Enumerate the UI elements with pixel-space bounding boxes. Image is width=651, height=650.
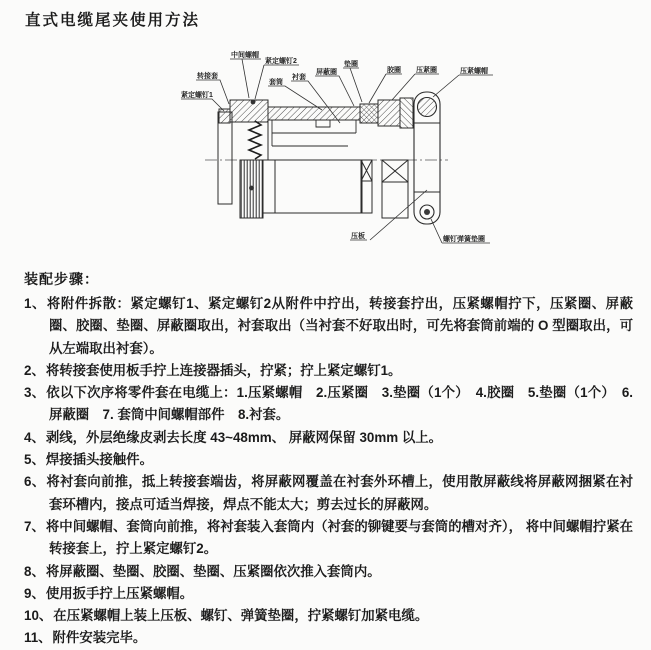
steps-heading: 装配步骤： — [24, 271, 99, 287]
step-number: 10、 — [24, 608, 53, 624]
step-text: 使用扳手拧上压紧螺帽。 — [45, 585, 194, 601]
label-shield-ring: 屏蔽圈 — [316, 69, 337, 76]
step-item-9 — [24, 583, 633, 605]
step-text: 依以下次序将零件套在电缆上：1.压紧螺帽 2.压紧圈 3.垫圈（1个） 4.胶圈 5.垫圈（1个） 6.屏蔽圈 7. 套筒中间螺帽部件 8.衬套。 — [46, 385, 634, 423]
step-text: 将附件拆散：紧定螺钉1、紧定螺钉2从附件中拧出，转接套拧出，压紧螺帽拧下，压紧圈、屏蔽圈、胶圈、垫圈、屏蔽圈取出，衬套取出（当衬套不好取出时，可先将套筒前端的 O 型圈取出，可从左端取出衬套）。 — [46, 296, 633, 356]
step-number: 4、 — [24, 429, 45, 445]
adapter-sleeve-part — [218, 109, 232, 204]
step-number: 9、 — [24, 585, 45, 601]
step-number: 8、 — [24, 563, 45, 579]
step-text: 将转接套使用板手拧上连接器插头，拧紧；拧上紧定螺钉1。 — [45, 362, 402, 378]
step-number: 1、 — [24, 296, 46, 311]
step-item-10 — [24, 605, 633, 627]
clamp-nut-part — [400, 98, 413, 128]
label-rubber-ring: 胶圈 — [387, 67, 401, 74]
plate-screw-head — [418, 98, 437, 117]
step-number: 2、 — [24, 362, 45, 378]
step-text: 附件安装完毕。 — [52, 630, 147, 646]
assembly-diagram — [0, 0, 651, 265]
label-pressure-plate: 压板 — [351, 233, 365, 240]
label-adapter-sleeve: 转接套 — [197, 73, 218, 80]
step-text: 将衬套向前推，抵上转接套端齿，将屏蔽网覆盖在衬套外环槽上，使用散屏蔽线将屏蔽网捆紧在衬套环槽内，接点可适当焊接，焊点不能太大；剪去过长的屏蔽网。 — [46, 474, 633, 512]
step-item-4 — [24, 427, 633, 449]
step-item-8 — [24, 561, 633, 583]
washer-stack-bottom-part — [361, 160, 372, 213]
label-bushing: 衬套 — [292, 74, 306, 81]
label-set-screw-1: 紧定螺钉1 — [181, 92, 213, 99]
step-number: 6、 — [24, 474, 46, 490]
rubber-ring-part — [360, 104, 378, 123]
label-clamp-ring: 压紧圈 — [416, 67, 437, 74]
step-text: 在压紧螺帽上装上压板、螺钉、弹簧垫圈，拧紧螺钉加紧电缆。 — [53, 608, 429, 624]
thread-spring-part — [249, 121, 261, 159]
step-item-7 — [24, 516, 633, 561]
clamp-ring-part — [378, 100, 400, 126]
pressure-plate-part — [414, 92, 440, 224]
bushing-section-part — [272, 120, 356, 146]
step-text: 将中间螺帽、套筒向前推，将衬套装入套筒内（衬套的铆键要与套筒的槽对齐）， 将中间螺帽拧紧在转接套上，拧上紧定螺钉2。 — [45, 518, 633, 557]
label-middle-nut: 中间螺帽 — [231, 52, 259, 59]
barrel-section-part — [268, 107, 360, 120]
middle-nut-knurl-part — [240, 160, 263, 218]
label-barrel: 套筒 — [269, 79, 283, 86]
sleeve-exterior-part — [263, 160, 362, 213]
step-item-6 — [24, 471, 633, 516]
step-number: 5、 — [24, 452, 45, 468]
step-item-1 — [24, 293, 633, 360]
label-screw-spring-washer: 螺钉弹簧垫圈 — [443, 236, 485, 243]
label-set-screw-2: 紧定螺钉2 — [265, 58, 297, 65]
step-number: 11、 — [24, 630, 52, 646]
step-item-11 — [24, 627, 633, 649]
step-text: 焊接插头接触件。 — [45, 452, 153, 468]
step-item-5 — [24, 449, 633, 471]
step-item-3 — [24, 382, 633, 427]
step-text: 将屏蔽圈、垫圈、胶圈、垫圈、压紧圈依次推入套筒内。 — [45, 563, 381, 579]
label-washer: 垫圈 — [344, 61, 358, 68]
step-number: 3、 — [24, 385, 46, 401]
label-clamp-nut: 压紧螺帽 — [460, 68, 488, 75]
step-item-2 — [24, 360, 633, 382]
step-text: 剥线，外层绝缘皮剥去长度 43~48mm、 屏蔽网保留 30mm 以上。 — [45, 429, 443, 445]
page-title: 直式电缆尾夹使用方法 — [25, 12, 201, 29]
step-number: 7、 — [24, 518, 45, 534]
leader-lines — [181, 59, 493, 243]
clamp-nut-bottom-part — [382, 160, 408, 218]
assembly-steps-section — [24, 267, 633, 650]
